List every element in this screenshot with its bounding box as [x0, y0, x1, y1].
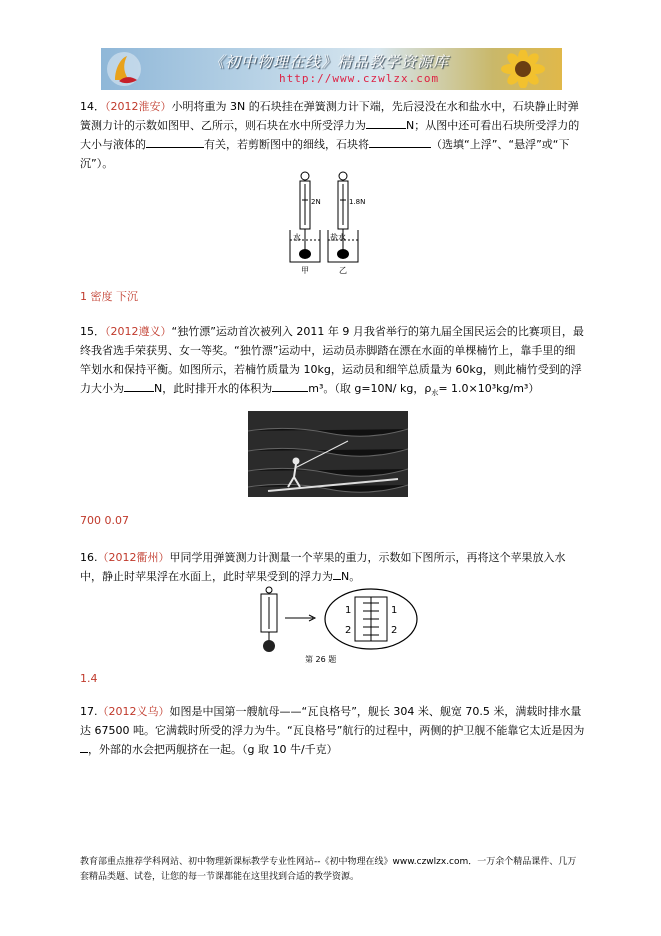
question-source: （2012衢州）: [97, 551, 170, 564]
scale-label-bottom-right: 2: [391, 625, 398, 636]
question-17: [80, 702, 585, 759]
answer-blank[interactable]: [333, 568, 341, 580]
page-footer: 教育部重点推荐学科网站、初中物理新课标教学专业性网站--《初中物理在线》www.czwlzx.com．一万余个精品课件、几万套精品类题、试卷，让您的每一节课都能在这里找到合适的教学资源。: [80, 857, 577, 882]
right-caption: 乙: [339, 266, 347, 275]
header-url[interactable]: http://www.czwlzx.com: [279, 72, 440, 85]
question-text: （选填“上浮”、“悬浮”或“下沉”）。: [80, 138, 570, 170]
question-text: 如图是中国第一艘航母——“瓦良格号”，舰长 304 米、舰宽 70.5 米，满载时排水量达 67500 吨。它满载时所受的浮力为: [80, 705, 582, 737]
right-liquid-label: 盐水: [330, 233, 346, 242]
answer-14: 1 密度 下沉: [80, 290, 138, 303]
question-16: [80, 548, 585, 586]
rho-subscript: 水: [431, 389, 439, 398]
spring-scale-left: [290, 172, 320, 262]
sunflower-icon: [488, 50, 558, 88]
question-source: （2012遵义）: [105, 325, 172, 338]
question-text: “独竹漂”运动首次被列入 2011 年 9 月我省举行的第九届全国民运会的比赛项目，最终我省选手荣获男、女一等奖。“独竹漂”运动中，运动员赤脚踏在漂在水面的单棵楠竹上，靠手里的细竿划水和保持平衡。如图所示，若楠竹质量为 10kg，运动员和细竿总质量为 60kg，则此楠竹受到的浮力大小为: [80, 325, 584, 395]
left-caption: 甲: [301, 266, 309, 275]
question-text: N；从图中还可看出石块所受浮力的大小与液体的: [80, 119, 580, 151]
bamboo-rafting-photo: [248, 411, 408, 497]
question-text: ，外部的水会把两舰挤在一起。（g 取 10 牛/千克）: [88, 743, 338, 756]
question-source: （2012淮安）: [105, 100, 172, 113]
answer-blank[interactable]: [369, 136, 431, 148]
question-number: 17.: [80, 705, 98, 718]
question-14: [80, 97, 585, 173]
question-number: 16.: [80, 551, 98, 564]
answer-16: 1.4: [80, 672, 98, 685]
question-text: = 1.0×10³kg/m³）: [438, 382, 540, 395]
question-text: 牛。“瓦良格号”航行的过程中，两侧的护卫舰不能靠它太近是因为: [265, 724, 585, 737]
left-reading: 2N: [311, 198, 321, 206]
right-reading: 1.8N: [349, 198, 366, 206]
answer-blank[interactable]: [124, 380, 154, 392]
question-text: N。: [341, 570, 361, 583]
left-liquid-label: 水: [293, 233, 301, 242]
figure-caption: 第 26 题: [305, 655, 337, 664]
answer-blank[interactable]: [146, 136, 204, 148]
question-number: 15．: [80, 325, 105, 338]
question-text: N，此时排开水的体积为: [154, 382, 273, 395]
spring-scale-right: [328, 172, 358, 262]
answer-blank[interactable]: [366, 117, 406, 129]
answer-15: 700 0.07: [80, 514, 129, 527]
header-title: 《初中物理在线》精品教学资源库: [209, 53, 450, 71]
question-source: （2012义乌）: [97, 705, 170, 718]
question-text: 甲同学用弹簧测力计测量一个苹果的重力，示数如下图所示，再将这个苹果放入水中，静止时苹果浮在水面上，此时苹果受到的浮力为: [80, 551, 566, 583]
question-15: [80, 322, 585, 403]
apple-scale-figure: [243, 585, 419, 665]
answer-blank[interactable]: [272, 380, 308, 392]
site-logo-icon: [105, 50, 143, 88]
scale-label-bottom: 2: [345, 625, 352, 636]
question-text: 小明将重为 3N 的石块挂在弹簧测力计下端，先后浸没在水和盐水中，石块静止时弹簧测力计的示数如图甲、乙所示，则石块在水中所受浮力为: [80, 100, 579, 132]
spring-scale-figure: [286, 170, 366, 276]
scale-label-top: 1: [345, 605, 352, 616]
answer-blank[interactable]: [80, 741, 88, 753]
header-banner: [101, 48, 562, 90]
question-text: 有关，若剪断图中的细线，石块将: [204, 138, 369, 151]
question-number: 14．: [80, 100, 105, 113]
question-text: m³。（取 g=10N/ kg，ρ: [308, 382, 432, 395]
scale-label-top-right: 1: [391, 605, 398, 616]
